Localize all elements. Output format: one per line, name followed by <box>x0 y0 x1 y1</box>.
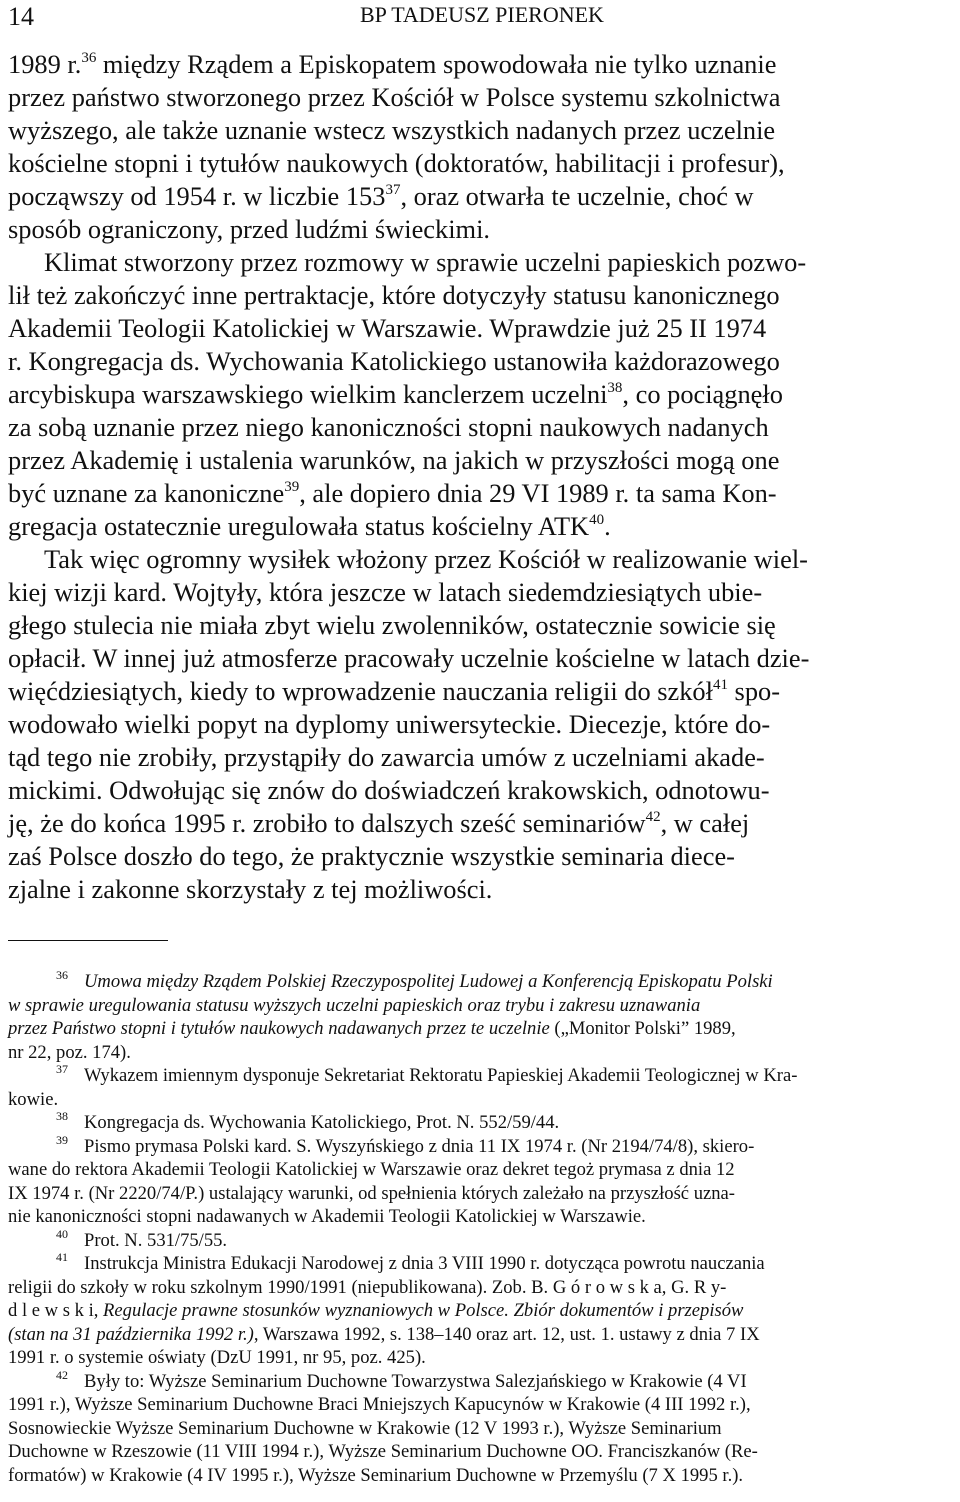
footnote-ref[interactable]: 39 <box>284 479 300 495</box>
text-line: przez państwo stworzonego przez Kościół w Polsce systemu szkolnictwa <box>8 82 781 112</box>
text-line: lił też zakończyć inne pertraktacje, które dotyczyły statusu kanonicznego <box>8 280 780 310</box>
footnote-ref[interactable]: 41 <box>712 677 728 693</box>
footnote-line: kowie. <box>8 1088 59 1110</box>
text-line: opłacił. W innej już atmosferze pracowały uczelnie kościelne w latach dzie- <box>8 643 810 673</box>
text-line: być uznane za kanoniczne$^{39}$, ale dopiero dnia 29 VI 1989 r. ta sama Kon- <box>8 478 777 508</box>
text-line: tąd tego nie zrobiły, przystąpiły do zawarcia umów z uczelniami akade- <box>8 742 765 772</box>
footnote-line: IX 1974 r. (Nr 2220/74/P.) ustalający warunki, od spełnienia których zależało na przyszłość uzna- <box>8 1182 735 1204</box>
footnote-number: 38 <box>56 1109 68 1123</box>
text-line: więćdziesiątych, kiedy to wprowadzenie nauczania religii do szkół$^{41}$ spo- <box>8 676 780 706</box>
page-header <box>8 0 952 40</box>
footnote-line: (stan na 31 października 1992 r.), Warszawa 1992, s. 138–140 oraz art. 12, ust. 1. ustawy z dnia 7 IX <box>8 1323 760 1345</box>
footnote-number: 40 <box>56 1226 68 1241</box>
footnote-line: wane do rektora Akademii Teologii Katolickiej w Warszawie oraz dekret tegoż prymasa z dnia 12 <box>8 1159 735 1180</box>
footnote-40: $^{40}$ Prot. N. 531/75/55. <box>56 1226 228 1251</box>
text-line: za sobą uznanie przez niego kanoniczności stopni naukowych nadanych <box>8 412 769 442</box>
footnote-separator <box>8 940 168 941</box>
footnote-ref[interactable]: 38 <box>607 380 623 396</box>
footnote-number: 41 <box>56 1250 68 1264</box>
footnote-ref[interactable]: 37 <box>385 182 401 198</box>
footnote-number: 36 <box>56 968 68 982</box>
body-text <box>8 48 952 906</box>
text-line: Tak więc ogromny wysiłek włożony przez Kościół w realizowanie wiel- <box>44 544 808 574</box>
text-line: mickimi. Odwołując się znów do doświadczeń krakowskich, odnotowu- <box>8 775 770 805</box>
text-line: sposób ograniczony, przed ludźmi świeckimi. <box>8 214 491 244</box>
text-line: przez Akademię i ustalenia warunków, na jakich w przyszłości mogą one <box>8 445 780 475</box>
footnotes <box>8 970 952 1487</box>
footnote-42: $^{42}$ Były to: Wyższe Seminarium Duchowne Towarzystwa Salezjańskiego w Krakowie (4 VI <box>56 1367 747 1392</box>
text-line: 1989 r.$^{36}$ między Rządem a Episkopatem spowodowała nie tylko uznanie <box>8 49 777 79</box>
text-line: wyższego, ale także uznanie wstecz wszystkich nadanych przez uczelnie <box>8 115 776 145</box>
footnote-line: 1991 r. o systemie oświaty (DzU 1991, nr 95, poz. 425). <box>8 1347 426 1368</box>
text-line: kościelne stopni i tytułów naukowych (doktoratów, habilitacji i profesur), <box>8 148 785 178</box>
footnote-line: formatów) w Krakowie (4 IV 1995 r.), Wyższe Seminarium Duchowne w Przemyślu (7 X 1995 r.). <box>8 1464 744 1486</box>
footnote-line: religii do szkoły w roku szkolnym 1990/1991 (niepublikowana). Zob. B. G ó r o w s k a, G. R y- <box>8 1276 727 1298</box>
text-line: wodowało wielki popyt na dyplomy uniwersyteckie. Diecezje, które do- <box>8 709 771 739</box>
footnote-line: nie kanoniczności stopni nadawanych w Akademii Teologii Katolickiej w Warszawie. <box>8 1206 646 1227</box>
footnote-number: 42 <box>56 1367 68 1382</box>
footnote-number: 39 <box>56 1132 68 1147</box>
footnote-line: Duchowne w Rzeszowie (11 VIII 1994 r.), Wyższe Seminarium Duchowne OO. Franciszkanów (Re- <box>8 1441 758 1462</box>
running-head: BP TADEUSZ PIERONEK <box>360 2 604 27</box>
footnote-line: Sosnowieckie Wyższe Seminarium Duchowne w Krakowie (12 V 1993 r.), Wyższe Seminarium <box>8 1417 722 1439</box>
footnote-ref[interactable]: 42 <box>645 809 661 825</box>
text-line: kiej wizji kard. Wojtyły, która jeszcze w latach siedemdziesiątych ubie- <box>8 577 763 607</box>
footnote-line: w sprawie uregulowania statusu wyższych uczelni papieskich oraz trybu i zakresu uznawania <box>8 994 701 1016</box>
text-line: głego stulecia nie miała zbyt wielu zwolenników, ostatecznie sowicie się <box>8 610 776 640</box>
text-line: zjalne i zakonne skorzystały z tej możliwości. <box>8 874 493 904</box>
text-line: Klimat stworzony przez rozmowy w sprawie uczelni papieskich pozwo- <box>44 247 807 277</box>
document-page <box>8 0 952 1486</box>
footnote-36: $^{36}$ Umowa między Rządem Polskiej Rzeczypospolitej Ludowej a Konferencją Episkopatu Polski <box>56 968 773 992</box>
text-line: gregacja ostatecznie uregulowała status kościelny ATK$^{40}$. <box>8 511 611 541</box>
text-line: r. Kongregacja ds. Wychowania Katolickiego ustanowiła każdorazowego <box>8 346 780 376</box>
footnote-line: przez Państwo stopni i tytułów naukowych nadawanych przez te uczelnie („Monitor Polski” 1989, <box>8 1018 736 1039</box>
footnote-line: nr 22, poz. 174). <box>8 1041 131 1063</box>
footnote-line: 1991 r.), Wyższe Seminarium Duchowne Braci Mniejszych Kapucynów w Krakowie (4 III 1992 r.), <box>8 1394 751 1415</box>
footnote-number: 37 <box>56 1062 68 1076</box>
text-line: ję, że do końca 1995 r. zrobiło to dalszych sześć seminariów$^{42}$, w całej <box>8 808 750 838</box>
text-line: począwszy od 1954 r. w liczbie $153^{37}$, oraz otwarła te uczelnie, choć w <box>8 181 754 211</box>
text-line: Akademii Teologii Katolickiej w Warszawie. Wprawdzie już 25 II 1974 <box>8 313 767 343</box>
footnote-ref[interactable]: 40 <box>589 512 605 528</box>
footnote-37: $^{37}$ Wykazem imiennym dysponuje Sekretariat Rektoratu Papieskiej Akademii Teologicznej w Kra- <box>56 1062 798 1086</box>
footnote-line: d l e w s k i, Regulacje prawne stosunków wyznaniowych w Polsce. Zbiór dokumentów i przepisów <box>8 1300 744 1321</box>
page-number: 14 <box>8 2 34 31</box>
footnote-41: $^{41}$ Instrukcja Ministra Edukacji Narodowej z dnia 3 VIII 1990 r. dotycząca powrotu nauczania <box>56 1250 765 1274</box>
footnote-38: $^{38}$ Kongregacja ds. Wychowania Katolickiego, Prot. N. 552/59/44. <box>56 1109 560 1133</box>
footnote-39: $^{39}$ Pismo prymasa Polski kard. S. Wyszyńskiego z dnia 11 IX 1974 r. (Nr 2194/74/8), skiero- <box>56 1132 755 1157</box>
text-line: arcybiskupa warszawskiego wielkim kanclerzem uczelni$^{38}$, co pociągnęło <box>8 379 783 409</box>
footnote-ref[interactable]: 36 <box>81 50 97 66</box>
text-line: zaś Polsce doszło do tego, że praktycznie wszystkie seminaria diece- <box>8 841 735 871</box>
